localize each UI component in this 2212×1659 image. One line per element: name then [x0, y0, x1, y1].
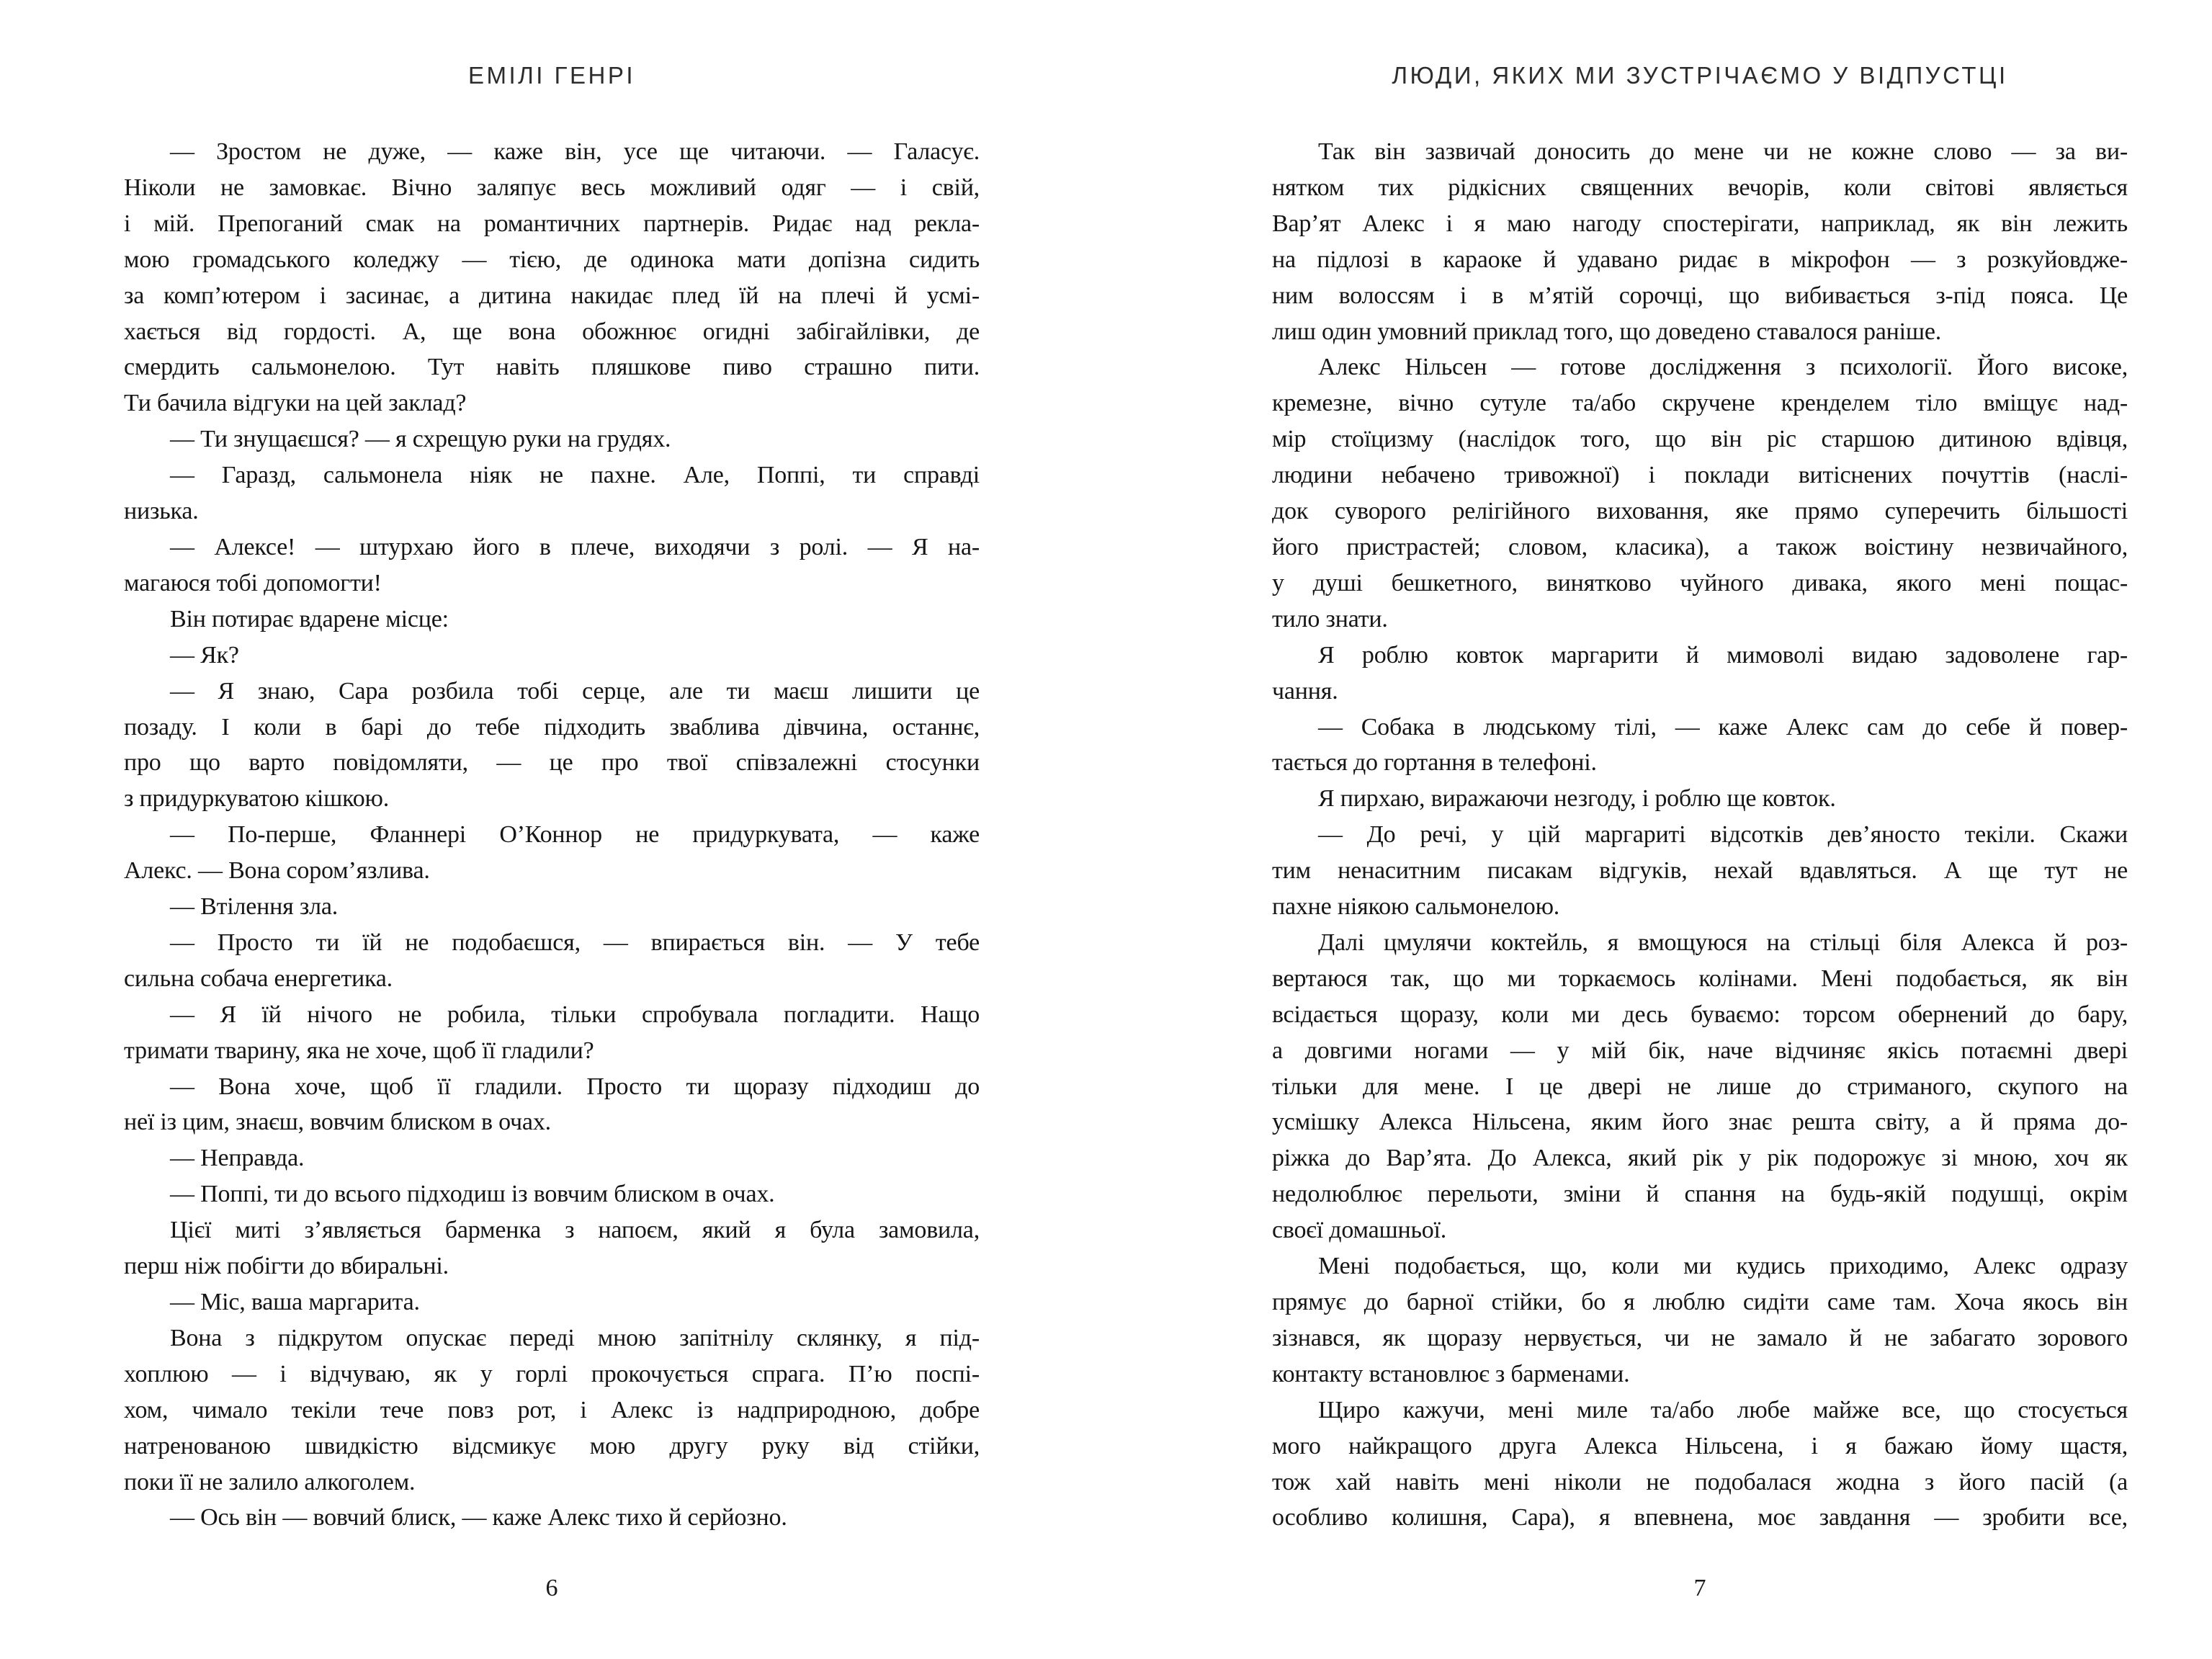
text-line: тільки для мене. І це двері не лише до стриманого, скупого на	[1272, 1073, 2128, 1100]
text-line: мою громадського коледжу — тією, де одинока мати допізна сидить	[124, 246, 980, 273]
text-line: позаду. І коли в барі до тебе підходить зваблива дівчина, останнє,	[124, 713, 980, 741]
page-left	[124, 0, 980, 1659]
text-line: Щиро кажучи, мені миле та/або любе майже все, що стосується	[1318, 1396, 2128, 1423]
text-line: всідається щоразу, коли ми десь буваємо: торсом обернений до бару,	[1272, 1001, 2128, 1028]
text-line: з придуркуватою кішкою.	[124, 785, 390, 813]
text-line: — Просто ти їй не подобаєшся, — впирається він. — У тебе	[170, 929, 980, 956]
text-line: — Ось він — вовчий блиск, — каже Алекс тихо й серйозно.	[170, 1504, 787, 1531]
text-line: у душі бешкетного, винятково чуйного дивака, якого мені пощас-	[1272, 569, 2128, 596]
text-line: про що варто повідомляти, — це про твої співзалежні стосунки	[124, 749, 980, 777]
text-line: мір стоїцизму (наслідок того, що він ріс старшою дитиною вдівця,	[1272, 426, 2128, 453]
text-line: Алекс Нільсен — готове дослідження з психології. Його високе,	[1318, 354, 2128, 381]
text-line: тим ненаситним писакам відгуків, нехай вдавляться. А ще тут не	[1272, 857, 2128, 885]
text-line: низька.	[124, 498, 199, 525]
text-line: тримати тварину, яка не хоче, щоб її гладили?	[124, 1037, 594, 1064]
text-line: недолюблює перельоти, зміни й спання на будь-якій подушці, окрім	[1272, 1181, 2128, 1208]
text-line: Я пирхаю, виражаючи незгоду, і роблю ще ковток.	[1318, 785, 1836, 813]
text-line: — Алексе! — штурхаю його в плече, виходячи з ролі. — Я на-	[170, 533, 980, 560]
text-line: Вона з підкрутом опускає переді мною запітнілу склянку, я під-	[170, 1324, 980, 1351]
text-line: — Зростом не дуже, — каже він, усе ще читаючи. — Галасує.	[170, 138, 980, 165]
text-line: — До речі, у цій маргариті відсотків дев’яносто текіли. Скажи	[1318, 821, 2128, 849]
text-line: прямує до барної стійки, бо я люблю сидіти саме там. Хоча якось він	[1272, 1289, 2128, 1315]
page-right	[1272, 0, 2128, 1659]
page-number-right: 7	[1693, 1575, 1706, 1601]
text-line: сильна собача енергетика.	[124, 965, 393, 992]
text-line: тож хай навіть мені ніколи не подобалася жодна з його пасій (а	[1272, 1468, 2128, 1495]
text-line: — Поппі, ти до всього підходиш із вовчим блиском в очах.	[170, 1181, 775, 1208]
text-line: Так він зазвичай доносить до мене чи не кожне слово — за ви-	[1318, 138, 2128, 165]
text-line: док суворого релігійного виховання, яке прямо суперечить більшості	[1272, 498, 2128, 525]
text-line: перш ніж побігти до вбиральні.	[124, 1253, 449, 1280]
text-line: тається до гортання в телефоні.	[1272, 749, 1597, 777]
text-line: Ніколи не замовкає. Вічно заляпує весь можливий одяг — і свій,	[124, 174, 980, 201]
text-line: — Неправда.	[170, 1145, 305, 1172]
text-line: лиш один умовний приклад того, що доведено ставалося раніше.	[1272, 318, 1942, 345]
text-line: контакту встановлює з барменами.	[1272, 1360, 1630, 1387]
text-line: — Як?	[170, 641, 239, 668]
text-line: ним волоссям і в м’ятій сорочці, що вибивається з-під пояса. Це	[1272, 282, 2128, 309]
text-line: і мій. Препоганий смак на романтичних партнерів. Ридає над рекла-	[124, 210, 980, 237]
text-line: — По-перше, Фланнері О’Коннор не придуркувата, — каже	[170, 821, 980, 849]
text-line: на підлозі в караоке й удавано ридає в мікрофон — з розкуйовдже-	[1272, 246, 2128, 273]
text-line: — Я знаю, Сара розбила тобі серце, але ти маєш лишити це	[170, 677, 980, 705]
text-line: — Гаразд, сальмонела ніяк не пахне. Але, Поппі, ти справді	[170, 462, 980, 489]
text-line: Далі цмулячи коктейль, я вмощуюся на стільці біля Алекса й роз-	[1318, 929, 2128, 956]
text-line: хом, чимало текіли тече повз рот, і Алекс із надприродною, добре	[124, 1396, 980, 1423]
text-line: пахне ніякою сальмонелою.	[1272, 893, 1560, 921]
text-line: натренованою швидкістю відсмикує мою другу руку від стійки,	[124, 1432, 980, 1459]
text-line: мого найкращого друга Алекса Нільсена, і я бажаю йому щастя,	[1272, 1432, 2128, 1459]
text-line: — Вона хоче, щоб її гладили. Просто ти щоразу підходиш до	[170, 1073, 980, 1100]
text-line: усмішку Алекса Нільсена, яким його знає решта світу, а й пряма до-	[1272, 1109, 2128, 1136]
text-line: зізнався, як щоразу нервується, чи не замало й не забагато зорового	[1272, 1324, 2128, 1351]
text-line: поки її не залило алкоголем.	[124, 1468, 416, 1495]
running-head-author: ЕМІЛІ ГЕНРІ	[467, 62, 636, 89]
text-line: — Втілення зла.	[170, 893, 339, 921]
text-line: Він потирає вдарене місце:	[170, 605, 449, 632]
text-line: його пристрастей; словом, класика), а також воістину незвичайного,	[1272, 533, 2128, 560]
page-left-body-text	[124, 134, 980, 1536]
text-line: — Міс, ваша маргарита.	[170, 1289, 420, 1315]
text-line: чання.	[1272, 677, 1338, 705]
text-line: за комп’ютером і засинає, а дитина накидає плед їй на плечі й усмі-	[124, 282, 980, 309]
text-line: людини небачено тривожної) і поклади витіснених почуттів (наслі-	[1272, 462, 2128, 489]
running-head-title: ЛЮДИ, ЯКИХ МИ ЗУСТРІЧАЄМО У ВІДПУСТЦІ	[1392, 62, 2008, 89]
page-number-left: 6	[545, 1575, 558, 1601]
text-line: Цієї миті з’являється барменка з напоєм, який я була замовила,	[170, 1217, 980, 1244]
text-line: — Я їй нічого не робила, тільки спробувала погладити. Нащо	[170, 1001, 980, 1028]
text-line: Я роблю ковток маргарити й мимоволі видаю задоволене гар-	[1318, 641, 2128, 668]
text-line: неї із цим, знаєш, вовчим блиском в очах.	[124, 1109, 551, 1136]
text-line: магаюся тобі допомогти!	[124, 569, 382, 596]
text-line: ріжка до Вар’ята. До Алекса, який рік у рік подорожує зі мною, хоч як	[1272, 1145, 2128, 1172]
text-line: вертаюся так, що ми торкаємось колінами. Мені подобається, як він	[1272, 965, 2128, 992]
text-line: особливо колишня, Сара), я впевнена, моє завдання — зробити все,	[1272, 1504, 2128, 1531]
text-line: нятком тих рідкісних священних вечорів, коли світові являється	[1272, 174, 2128, 201]
text-line: тило знати.	[1272, 605, 1388, 632]
text-line: своєї домашньої.	[1272, 1217, 1447, 1244]
text-line: Вар’ят Алекс і я маю нагоду спостерігати, наприклад, як він лежить	[1272, 210, 2128, 237]
page-right-body-text	[1272, 134, 2128, 1536]
text-line: кремезне, вічно сутуле та/або скручене кренделем тіло вміщує над-	[1272, 390, 2128, 417]
text-line: Ти бачила відгуки на цей заклад?	[124, 390, 467, 417]
text-line: — Собака в людському тілі, — каже Алекс сам до себе й повер-	[1318, 713, 2128, 741]
text-line: смердить сальмонелою. Тут навіть пляшкове пиво страшно пити.	[124, 354, 980, 381]
text-line: хається від гордості. А, ще вона обожнює огидні забігайлівки, де	[124, 318, 980, 345]
text-line: Алекс. — Вона сором’язлива.	[124, 857, 430, 885]
text-line: а довгими ногами — у мій бік, наче відчиняє якісь потаємні двері	[1272, 1037, 2128, 1064]
text-line: Мені подобається, що, коли ми кудись приходимо, Алекс одразу	[1318, 1253, 2128, 1280]
text-line: — Ти знущаєшся? — я схрещую руки на грудях.	[170, 426, 671, 453]
text-line: хоплюю — і відчуваю, як у горлі прокочується спрага. П’ю поспі-	[124, 1360, 980, 1387]
